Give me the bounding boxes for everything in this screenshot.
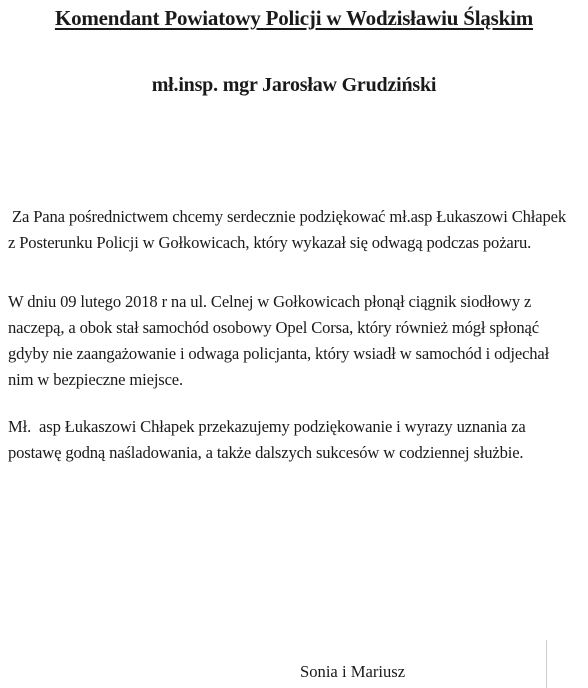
letter-title: Komendant Powiatowy Policji w Wodzisławiu Śląskim	[54, 6, 534, 30]
letter-addressee: mł.insp. mgr Jarosław Grudziński	[151, 74, 437, 96]
letter-signature: Sonia i Mariusz	[300, 662, 406, 681]
letter-paragraph-3: Mł. asp Łukaszowi Chłapek przekazujemy podziękowanie i wyrazy uznania za postawę godną naśladowania, a także dalszych sukcesów w codziennej służbie.	[8, 417, 530, 462]
letter-paragraph-1: Za Pana pośrednictwem chcemy serdecznie podziękować mł.asp Łukaszowi Chłapek z Posterunku Policji w Gołkowicach, który wykazał się odwagą podczas pożaru.	[8, 207, 570, 252]
letter-paragraph-2: W dniu 09 lutego 2018 r na ul. Celnej w Gołkowicach płonął ciągnik siodłowy z naczepą, a obok stał samochód osobowy Opel Corsa, który również mógł spłonąć gdyby nie zaangażowanie i odwaga policjanta, który wsiadł w samochód i odjechał nim w bezpieczne miejsce.	[8, 292, 550, 389]
scan-edge-line	[546, 640, 547, 688]
